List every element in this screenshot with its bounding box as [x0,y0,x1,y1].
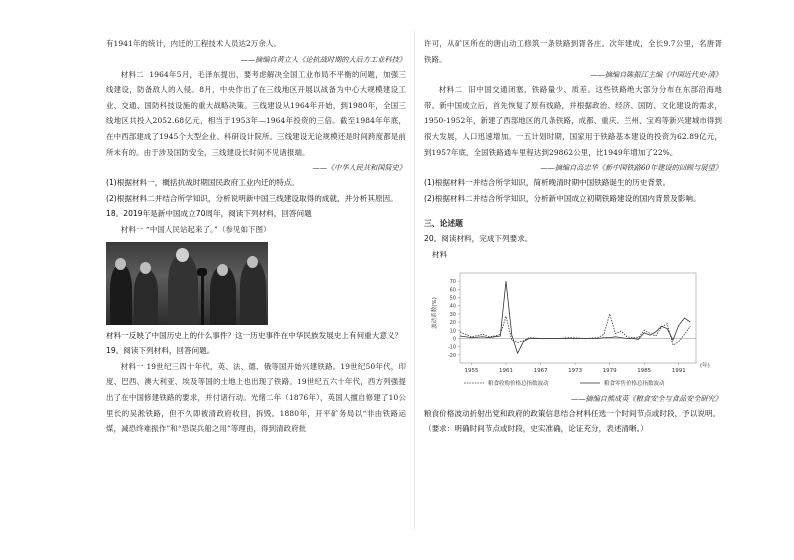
question-18: 18。2019年是新中国成立70周年，阅读下列材料，回答问题 [106,209,312,219]
y-tick-label: 20 [449,319,456,326]
price-fluctuation-chart [424,267,720,391]
y-tick-label: 50 [449,295,456,302]
y-tick-label: 40 [449,303,456,310]
material-text: 材料一 19世纪三四十年代，英、法、德、俄等国开始兴建铁路。19世纪50年代，印度、巴西、澳大利亚、埃及等国的土地上也出现了铁路。19世纪五六十年代，西方列强提出了在中国修建铁路的要求，并付诸行动。光绪二年（1876年），英国人擅自修建了10公里长的吴淞铁路，但不久即被清政府收回，拆毁。1880年，开平矿务局以“非由铁路运煤，减恐终难振作”和“恐误兵船之用”等理由，得到清政府批 [106,361,406,434]
plot-frame [460,273,696,363]
legend-label: 粮食收购价格总指数波动 [488,380,549,387]
material-two [106,67,406,161]
microphone [197,268,207,276]
source-citation: ——摘编自黄立人《论抗战时期的大后方工业科技》 [240,54,406,64]
series-line-2 [460,281,690,353]
photo-figure [134,270,158,325]
y-tick-label: 70 [449,278,456,285]
y-tick-label: 0 [452,335,456,342]
material-text: 有1941年的统计，内迁的工程技术人员达2万余人。 [106,39,282,48]
x-tick-label: 1961 [499,367,514,374]
left-column [106,36,406,437]
source-citation: ——摘编自熊成英《粮食安全与食品安全研究》 [571,393,722,403]
y-tick-label: 10 [449,327,456,334]
source-citation: ——摘编自高忠华《新中国铁路60年建设的回顾与展望》 [540,163,722,173]
right-column [424,36,722,437]
historical-photo [106,242,268,325]
x-tick-label: 1979 [602,367,617,374]
material-one: 材料一 “中国人民站起来了。”（参见如下图） [120,224,271,234]
photo-figure [110,265,132,325]
material-text: 1964年5月，毛泽东提出，要考虑解决全国工业布局不平衡的问题，加强三线建设，防备敌人的入侵。8月，中央作出了在三线地区开展以战备为中心大规模建设工业、交通、国防科技设施的重大战略决策。三线建设从1964年开始，到1980年，全国三线地区共投入2052.68亿元，相当于1953年—1964年投资的三倍。截至1984年年底，在中西部建成了1945个大型企业、科研设计院所。三线建设无论规模还是时间跨度都是前所未有的。由于涉及国防安全，三线建设长时间不见诸报端。 [106,69,407,157]
material-label: 材料 [432,249,448,259]
y-axis-label: 波动系数(%) [432,296,438,329]
photo-figure [240,261,266,325]
material-text: 旧中国交通闭塞，铁路量少、质差。这些铁路绝大部分分布在东部沿海地带。新中国成立后，首先恢复了原有线路，并根据政治、经济、国防、文化建设的需求，1950-1952年，新建了西部地区的几条铁路，成都、重庆、兰州、宝鸡等新兴建城市得到很大发展，人口迅速增加。一五计划时期，国家用于铁路基本建设的投资为62.89亿元，到1957年底，全国铁路通车里程达到29862公里，比1949年增加了22%。 [424,85,722,157]
legend-label: 粮食零售价格总指数波动 [604,380,665,387]
y-tick-label: -20 [447,352,456,359]
x-tick-label: 1955 [464,367,479,374]
question-18-text: 材料一反映了中国历史上的什么事件？这一历史事件在中华民族发展史上有何重大意义？ [106,330,403,340]
y-tick-label: -10 [447,344,456,351]
section-heading: 三、论述题 [424,219,463,229]
question-19-2: (2)根据材料二并结合所学知识，分析新中国成立初期铁路建设的国内背景及影响。 [424,193,701,203]
photo-figure-head [217,264,228,276]
source-citation: ——《中华人民共和国简史》 [312,163,406,173]
y-tick-label: 30 [449,311,456,318]
photo-figure-head [115,258,126,270]
material-label: 材料二 [438,85,463,95]
photo-figure-head [247,256,258,268]
source-citation: ——摘编自陈振江主编《中国近代史·清》 [590,70,722,80]
question-19-1: (1)根据材料一并结合所学知识，简析晚清时期中国铁路诞生的历史背景。 [424,178,671,188]
question-17-2: (2)根据材料二并结合所学知识，分析说明新中国三线建设取得的成就，并分析其原因。 [106,193,398,203]
question-20-text: 粮食价格波动折射出党和政府的政策信息结合材料任选一个时间节点或时段，予以说明。（要求：明确时间节点或时段，史实准确，论证充分，表述清晰。） [424,408,721,434]
question-20: 20。阅读材料，完成下列要求。 [424,234,533,244]
series-line-1 [460,313,690,344]
x-axis-label: (年) [700,362,710,369]
question-17-1: (1)根据材料一，概括抗战时期国民政府工业内迁的特点。 [106,178,300,188]
x-tick-label: 1973 [568,367,583,374]
photo-figure-head [176,248,189,262]
material-text: 许可，从矿区所在的唐山动工修筑一条铁路到胥各庄。次年建成，全长9.7公里，名唐胥铁路。 [424,39,722,64]
microphone-stand [201,272,204,325]
x-tick-label: 1991 [671,367,686,374]
material-two [424,82,722,160]
column-divider [414,30,415,530]
photo-figure-head [140,262,151,274]
material-label: 材料二 [120,69,145,79]
question-19: 19。阅读下列材料，回答问题。 [106,346,215,356]
y-tick-label: 60 [449,286,456,293]
chart-svg [424,267,720,391]
x-tick-label: 1985 [637,367,652,374]
photo-central-figure [168,255,198,325]
x-tick-label: 1967 [533,367,548,374]
